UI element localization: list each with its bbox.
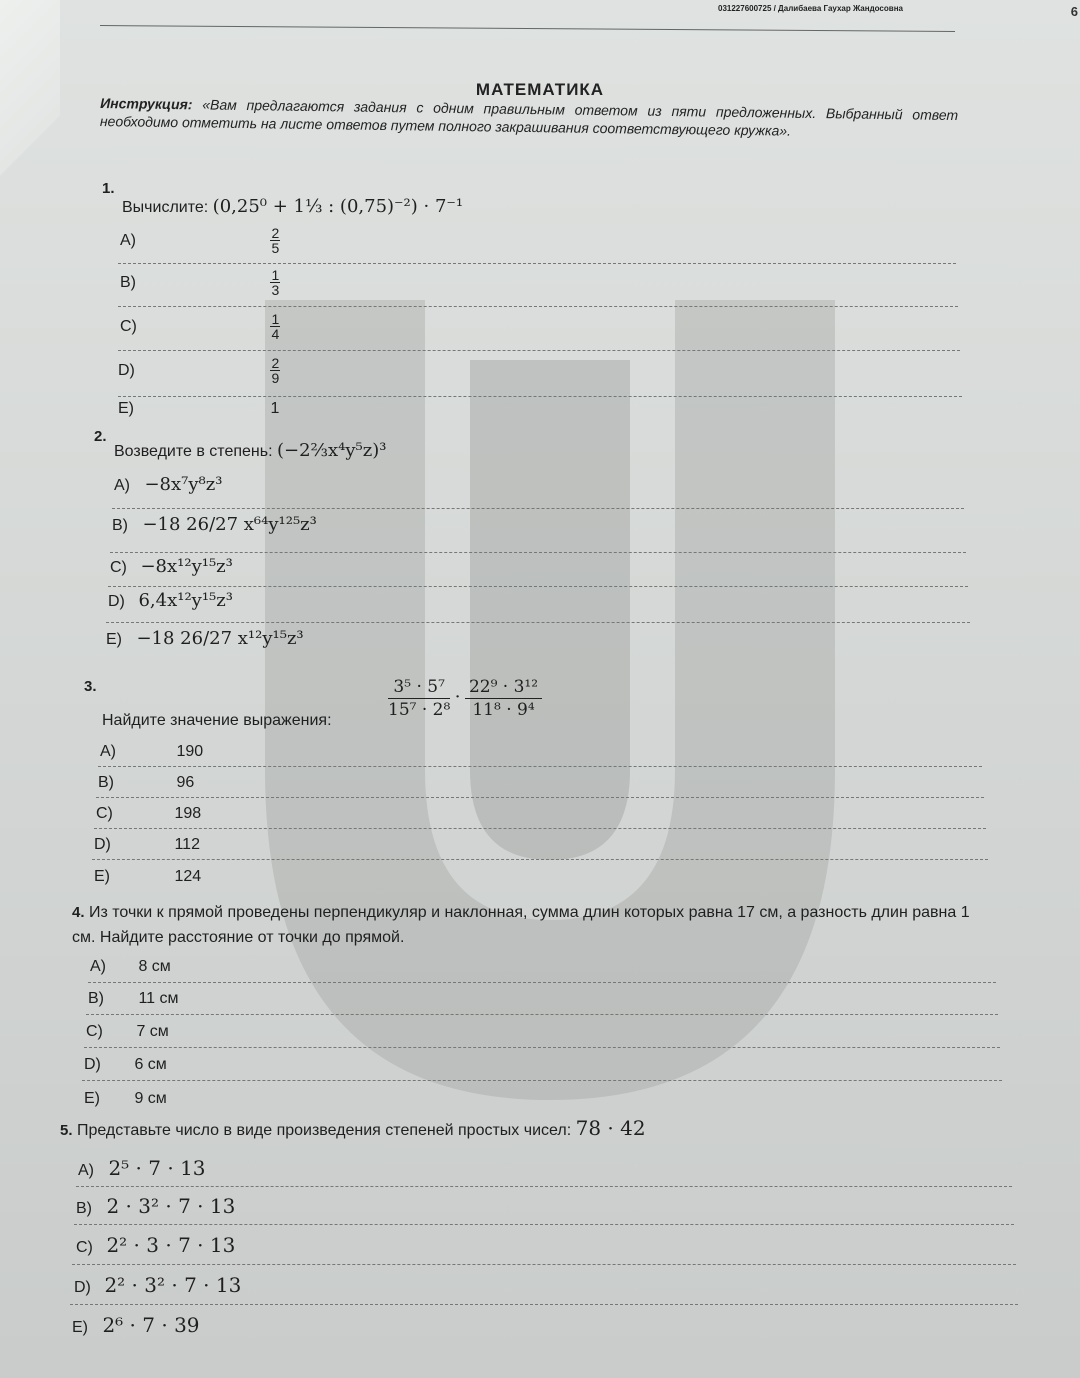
q1-option-c: C) $\frac{1}{4}$ [120, 311, 280, 342]
q5-expression: 78 · 42 [575, 1116, 646, 1140]
page-title: МАТЕМАТИКА [475, 80, 605, 99]
instruction [100, 94, 958, 142]
q1-option-e: E) 1 [118, 400, 280, 417]
q4-option-e: E) 9 см [84, 1090, 167, 1107]
q1-prompt: Вычислите: (0,25⁰ + 1⅓ : (0,75)⁻²) · 7⁻¹ [122, 196, 464, 217]
q3-number: 3. [84, 678, 97, 695]
q4-option-d: D) 6 см [84, 1056, 167, 1073]
q2-option-e: E) −18 26/27 x¹²y¹⁵z³ [106, 628, 304, 649]
q3-option-e: E) 124 [94, 868, 202, 885]
q3-option-a: A) 190 [100, 743, 204, 760]
q2-prompt: Возведите в степень: (−2⅔x⁴y⁵z)³ [114, 440, 387, 461]
q2-option-c: C) −8x¹²y¹⁵z³ [110, 556, 233, 577]
q5-option-c: C) 2² · 3 · 7 · 13 [76, 1233, 236, 1257]
q1-number: 1. [102, 180, 115, 197]
page-number: 6 [1070, 4, 1078, 19]
q2-option-d: D) 6,4x¹²y¹⁵z³ [108, 590, 233, 611]
q2-number: 2. [94, 428, 107, 445]
q1-expression: (0,25⁰ + 1⅓ : (0,75)⁻²) · 7⁻¹ [212, 196, 464, 217]
q5-option-b: B) 2 · 3² · 7 · 13 [76, 1194, 236, 1218]
top-divider [100, 25, 955, 32]
header-strip: 031227600725 / Далибаева Гаухар Жандосовна [718, 4, 903, 13]
q3-option-b: B) 96 [98, 774, 195, 791]
q1-option-b: B) $\frac{1}{3}$ [120, 267, 280, 298]
instruction-label: Инструкция: [100, 95, 193, 113]
q3-option-d: D) 112 [94, 836, 200, 853]
q5-option-e: E) 2⁶ · 7 · 39 [72, 1313, 200, 1337]
q1-option-d: D) $\frac{2}{9}$ [118, 355, 280, 386]
q5-option-d: D) 2² · 3² · 7 · 13 [74, 1273, 242, 1297]
q2-option-b: B) −18 26/27 x⁶⁴y¹²⁵z³ [112, 514, 317, 535]
q3-prompt: Найдите значение выражения: [102, 712, 332, 729]
q1-option-a: A) $\frac{2}{5}$ [120, 225, 280, 256]
instruction-text: «Вам предлагаются задания с одним правильным ответом из пяти предложенных. Выбранный ответ необходимо отметить на листе ответов путем полного закрашивания соответствующего кружка». [99, 96, 959, 139]
q2-option-a: A) −8x⁷y⁸z³ [114, 474, 223, 495]
q2-expression: (−2⅔x⁴y⁵z)³ [276, 440, 387, 461]
q5-option-a: A) 2⁵ · 7 · 13 [78, 1156, 206, 1180]
q3-expression: $\frac{\text{3⁵ · 5⁷}}{\text{15⁷ · 2⁸}}$ · $\frac{\text{22⁹ · 3¹²}}{\text{11⁸ · 9⁴}}$ [388, 676, 542, 721]
q4-option-c: C) 7 см [86, 1023, 169, 1040]
underlying-page-edge [0, 0, 60, 230]
q4-option-b: B) 11 см [88, 990, 179, 1007]
q5-prompt: 5. Представьте число в виде произведения степеней простых чисел: 78 · 42 [60, 1116, 646, 1140]
q4-prompt: 4. Из точки к прямой проведены перпендикуляр и наклонная, сумма длин которых равна 17 см, а разность длин равна 1 см. Найдите расстояние от точки до прямой. [72, 904, 970, 946]
q4-option-a: A) 8 см [90, 958, 171, 975]
q3-option-c: C) 198 [96, 805, 202, 822]
u-logo-watermark [265, 300, 835, 1100]
